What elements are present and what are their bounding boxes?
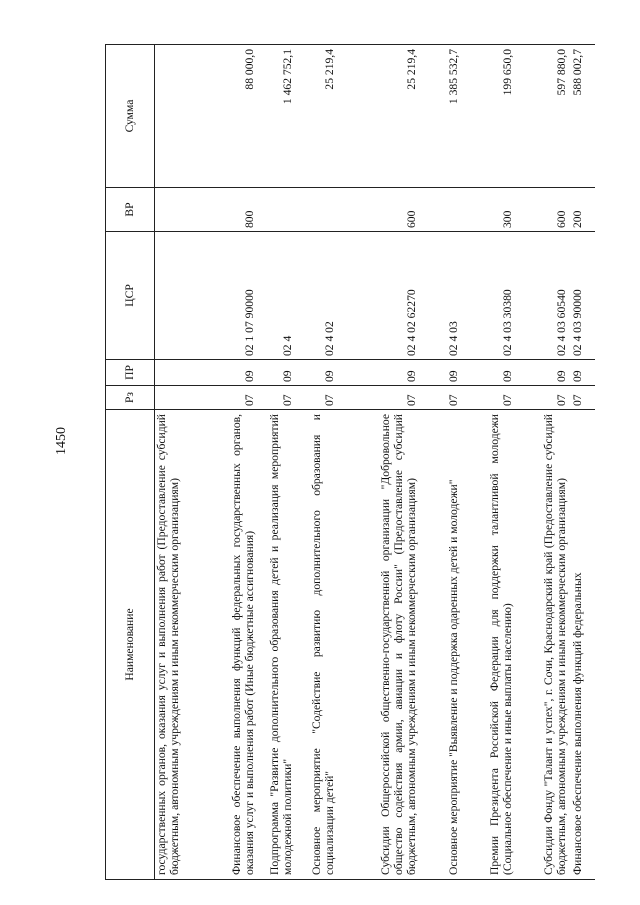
row-vr: 600 (517, 188, 571, 232)
row-csr: 02 4 (259, 232, 297, 360)
row-name: Премии Президента Российской Федерации для поддержки талантливой молодежи (Социальное обеспечение и иные выплаты населению) (463, 410, 517, 880)
row-name: Субсидии Общероссийской общественно-государственной организации "Добровольное общество содействия армии, авиации и флоту России" (Предоставление субсидий бюджетным, автономным учреждениям и иным некоммерческим организациям) (339, 410, 421, 880)
row-vr (421, 188, 463, 232)
header-rz: Рз (106, 386, 155, 410)
row-vr: 300 (463, 188, 517, 232)
row-sum (155, 45, 205, 188)
rotated-budget-table (105, 45, 615, 880)
row-pr: 09 (297, 360, 339, 386)
row-name: Финансовое обеспечение выполнения функций федеральных государственных органов, оказания услуг и выполнения работ (Иные бюджетные ассигнования) (205, 410, 259, 880)
row-rz: 07 (339, 386, 421, 410)
header-vr: ВР (106, 188, 155, 232)
row-sum: 1 462 752,1 (259, 45, 297, 188)
row-rz: 07 (421, 386, 463, 410)
table-row (517, 45, 571, 880)
table-row (339, 45, 421, 880)
row-pr: 09 (259, 360, 297, 386)
table-row (463, 45, 517, 880)
row-name: Финансовое обеспечение выполнения функций федеральных (571, 410, 595, 880)
row-rz: 07 (517, 386, 571, 410)
row-pr: 09 (339, 360, 421, 386)
row-vr (297, 188, 339, 232)
table-header-row (106, 45, 155, 880)
row-name: Основное мероприятие "Выявление и поддержка одаренных детей и молодежи" (421, 410, 463, 880)
row-sum: 25 219,4 (339, 45, 421, 188)
table-row (571, 45, 595, 880)
row-rz: 07 (259, 386, 297, 410)
row-csr: 02 4 02 62270 (339, 232, 421, 360)
header-csr: ЦСР (106, 232, 155, 360)
row-vr: 800 (205, 188, 259, 232)
row-csr: 02 4 03 (421, 232, 463, 360)
row-name: Подпрограмма "Развитие дополнительного образования детей и реализация мероприятий молодежной политики" (259, 410, 297, 880)
table-row (297, 45, 339, 880)
row-name: Основное мероприятие "Содействие развитию дополнительного образования и социализации детей" (297, 410, 339, 880)
row-sum: 588 002,7 (571, 45, 595, 188)
row-sum: 88 000,0 (205, 45, 259, 188)
page-number: 1450 (54, 427, 69, 455)
row-pr: 09 (517, 360, 571, 386)
row-csr: 02 4 03 30380 (463, 232, 517, 360)
row-rz: 07 (297, 386, 339, 410)
row-pr (155, 360, 205, 386)
row-pr: 09 (205, 360, 259, 386)
row-vr (259, 188, 297, 232)
table-row (421, 45, 463, 880)
table-row (155, 45, 205, 880)
row-rz: 07 (571, 386, 595, 410)
row-csr: 02 4 03 90000 (571, 232, 595, 360)
row-pr: 09 (571, 360, 595, 386)
row-sum: 1 385 532,7 (421, 45, 463, 188)
row-rz: 07 (205, 386, 259, 410)
row-csr: 02 4 03 60540 (517, 232, 571, 360)
row-sum: 597 880,0 (517, 45, 571, 188)
row-vr: 200 (571, 188, 595, 232)
row-csr: 02 1 07 90000 (205, 232, 259, 360)
row-rz: 07 (463, 386, 517, 410)
row-sum: 199 650,0 (463, 45, 517, 188)
row-name: государственных органов, оказания услуг и выполнения работ (Предоставление субсидий бюджетным, автономным учреждениям и иным некоммерческим организациям) (155, 410, 205, 880)
header-pr: ПР (106, 360, 155, 386)
row-name: Субсидии Фонду "Талант и успех", г. Сочи, Краснодарский край (Предоставление субсидий бюджетным, автономным учреждениям и иным некоммерческим организациям) (517, 410, 571, 880)
table-row (259, 45, 297, 880)
row-vr: 600 (339, 188, 421, 232)
row-pr: 09 (421, 360, 463, 386)
header-name: Наименование (106, 410, 155, 880)
row-rz (155, 386, 205, 410)
row-csr: 02 4 02 (297, 232, 339, 360)
header-sum: Сумма (106, 45, 155, 188)
row-sum: 25 219,4 (297, 45, 339, 188)
row-vr (155, 188, 205, 232)
table-row (205, 45, 259, 880)
row-pr: 09 (463, 360, 517, 386)
budget-table (105, 44, 595, 880)
row-csr (155, 232, 205, 360)
